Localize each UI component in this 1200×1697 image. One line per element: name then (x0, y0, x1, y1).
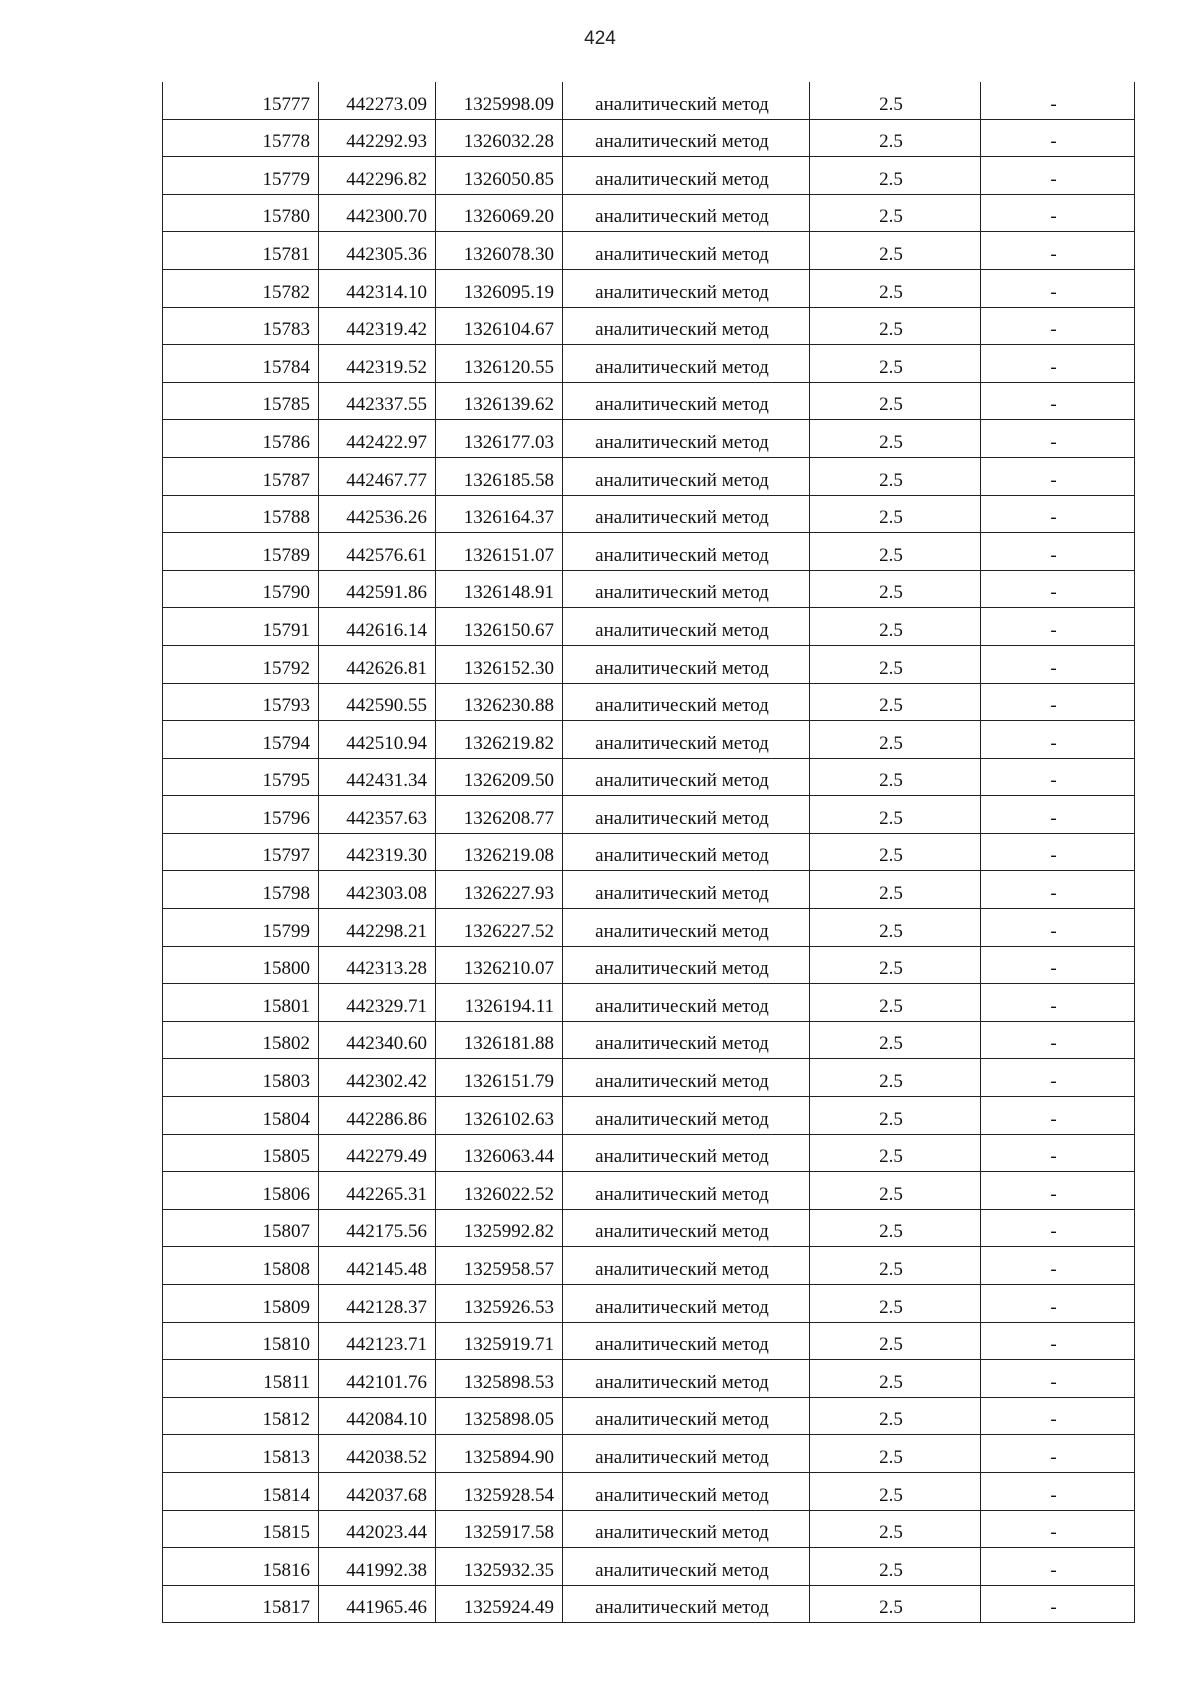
y-coordinate-cell: 1326069.20 (436, 194, 563, 232)
method-cell: аналитический метод (563, 119, 810, 157)
point-number-cell: 15791 (163, 608, 319, 646)
y-coordinate-cell: 1326151.79 (436, 1059, 563, 1097)
method-cell: аналитический метод (563, 1435, 810, 1473)
accuracy-cell: 2.5 (810, 1209, 981, 1247)
x-coordinate-cell: 442590.55 (319, 683, 436, 721)
point-number-cell: 15787 (163, 457, 319, 495)
description-cell: - (981, 871, 1135, 909)
description-cell: - (981, 1548, 1135, 1586)
description-cell: - (981, 82, 1135, 119)
y-coordinate-cell: 1326152.30 (436, 645, 563, 683)
y-coordinate-cell: 1326219.08 (436, 833, 563, 871)
table-row (163, 533, 1135, 571)
point-number-cell: 15808 (163, 1247, 319, 1285)
point-number-cell: 15803 (163, 1059, 319, 1097)
point-number-cell: 15782 (163, 269, 319, 307)
table-row (163, 1397, 1135, 1435)
y-coordinate-cell: 1326219.82 (436, 721, 563, 759)
accuracy-cell: 2.5 (810, 645, 981, 683)
description-cell: - (981, 382, 1135, 420)
point-number-cell: 15780 (163, 194, 319, 232)
y-coordinate-cell: 1326078.30 (436, 232, 563, 270)
table-row (163, 1059, 1135, 1097)
description-cell: - (981, 608, 1135, 646)
point-number-cell: 15813 (163, 1435, 319, 1473)
table-row (163, 683, 1135, 721)
method-cell: аналитический метод (563, 1172, 810, 1210)
description-cell: - (981, 984, 1135, 1022)
table-row (163, 1172, 1135, 1210)
accuracy-cell: 2.5 (810, 307, 981, 345)
method-cell: аналитический метод (563, 984, 810, 1022)
y-coordinate-cell: 1326104.67 (436, 307, 563, 345)
table-row (163, 1322, 1135, 1360)
accuracy-cell: 2.5 (810, 1472, 981, 1510)
method-cell: аналитический метод (563, 758, 810, 796)
method-cell: аналитический метод (563, 495, 810, 533)
table-row (163, 194, 1135, 232)
point-number-cell: 15799 (163, 909, 319, 947)
table-row (163, 1548, 1135, 1586)
accuracy-cell: 2.5 (810, 119, 981, 157)
method-cell: аналитический метод (563, 1397, 810, 1435)
y-coordinate-cell: 1326150.67 (436, 608, 563, 646)
description-cell: - (981, 1585, 1135, 1623)
x-coordinate-cell: 442286.86 (319, 1097, 436, 1135)
method-cell: аналитический метод (563, 1585, 810, 1623)
point-number-cell: 15817 (163, 1585, 319, 1623)
table-row (163, 1360, 1135, 1398)
x-coordinate-cell: 442175.56 (319, 1209, 436, 1247)
y-coordinate-cell: 1326181.88 (436, 1021, 563, 1059)
description-cell: - (981, 909, 1135, 947)
method-cell: аналитический метод (563, 721, 810, 759)
point-number-cell: 15812 (163, 1397, 319, 1435)
y-coordinate-cell: 1325932.35 (436, 1548, 563, 1586)
method-cell: аналитический метод (563, 307, 810, 345)
accuracy-cell: 2.5 (810, 984, 981, 1022)
point-number-cell: 15809 (163, 1285, 319, 1323)
point-number-cell: 15796 (163, 796, 319, 834)
point-number-cell: 15786 (163, 420, 319, 458)
description-cell: - (981, 645, 1135, 683)
x-coordinate-cell: 442305.36 (319, 232, 436, 270)
method-cell: аналитический метод (563, 645, 810, 683)
accuracy-cell: 2.5 (810, 871, 981, 909)
accuracy-cell: 2.5 (810, 1097, 981, 1135)
accuracy-cell: 2.5 (810, 1021, 981, 1059)
x-coordinate-cell: 442298.21 (319, 909, 436, 947)
point-number-cell: 15792 (163, 645, 319, 683)
method-cell: аналитический метод (563, 871, 810, 909)
point-number-cell: 15788 (163, 495, 319, 533)
y-coordinate-cell: 1326095.19 (436, 269, 563, 307)
x-coordinate-cell: 442626.81 (319, 645, 436, 683)
y-coordinate-cell: 1325998.09 (436, 82, 563, 119)
x-coordinate-cell: 442319.30 (319, 833, 436, 871)
x-coordinate-cell: 442303.08 (319, 871, 436, 909)
x-coordinate-cell: 442329.71 (319, 984, 436, 1022)
point-number-cell: 15779 (163, 157, 319, 195)
description-cell: - (981, 495, 1135, 533)
description-cell: - (981, 1021, 1135, 1059)
description-cell: - (981, 1360, 1135, 1398)
y-coordinate-cell: 1326063.44 (436, 1134, 563, 1172)
accuracy-cell: 2.5 (810, 1285, 981, 1323)
point-number-cell: 15800 (163, 946, 319, 984)
table-row (163, 796, 1135, 834)
point-number-cell: 15807 (163, 1209, 319, 1247)
accuracy-cell: 2.5 (810, 1172, 981, 1210)
accuracy-cell: 2.5 (810, 1322, 981, 1360)
point-number-cell: 15794 (163, 721, 319, 759)
method-cell: аналитический метод (563, 82, 810, 119)
accuracy-cell: 2.5 (810, 157, 981, 195)
table-row (163, 457, 1135, 495)
accuracy-cell: 2.5 (810, 495, 981, 533)
table-row (163, 946, 1135, 984)
y-coordinate-cell: 1326032.28 (436, 119, 563, 157)
point-number-cell: 15801 (163, 984, 319, 1022)
y-coordinate-cell: 1326185.58 (436, 457, 563, 495)
method-cell: аналитический метод (563, 420, 810, 458)
table-row (163, 1585, 1135, 1623)
x-coordinate-cell: 442576.61 (319, 533, 436, 571)
description-cell: - (981, 119, 1135, 157)
table-row (163, 608, 1135, 646)
description-cell: - (981, 533, 1135, 571)
point-number-cell: 15811 (163, 1360, 319, 1398)
accuracy-cell: 2.5 (810, 382, 981, 420)
table-row (163, 495, 1135, 533)
method-cell: аналитический метод (563, 1510, 810, 1548)
table-row (163, 1209, 1135, 1247)
table-row (163, 82, 1135, 119)
accuracy-cell: 2.5 (810, 1397, 981, 1435)
y-coordinate-cell: 1326230.88 (436, 683, 563, 721)
table-row (163, 758, 1135, 796)
accuracy-cell: 2.5 (810, 1360, 981, 1398)
y-coordinate-cell: 1326120.55 (436, 345, 563, 383)
y-coordinate-cell: 1326227.93 (436, 871, 563, 909)
table-row (163, 721, 1135, 759)
y-coordinate-cell: 1326164.37 (436, 495, 563, 533)
x-coordinate-cell: 441965.46 (319, 1585, 436, 1623)
method-cell: аналитический метод (563, 1472, 810, 1510)
y-coordinate-cell: 1325958.57 (436, 1247, 563, 1285)
method-cell: аналитический метод (563, 1247, 810, 1285)
x-coordinate-cell: 442038.52 (319, 1435, 436, 1473)
method-cell: аналитический метод (563, 382, 810, 420)
y-coordinate-cell: 1325924.49 (436, 1585, 563, 1623)
accuracy-cell: 2.5 (810, 796, 981, 834)
page-number: 424 (584, 28, 616, 49)
point-number-cell: 15781 (163, 232, 319, 270)
coordinates-table-body (163, 82, 1135, 1623)
accuracy-cell: 2.5 (810, 909, 981, 947)
x-coordinate-cell: 442273.09 (319, 82, 436, 119)
method-cell: аналитический метод (563, 194, 810, 232)
y-coordinate-cell: 1326194.11 (436, 984, 563, 1022)
y-coordinate-cell: 1326177.03 (436, 420, 563, 458)
description-cell: - (981, 232, 1135, 270)
accuracy-cell: 2.5 (810, 608, 981, 646)
accuracy-cell: 2.5 (810, 1247, 981, 1285)
point-number-cell: 15789 (163, 533, 319, 571)
accuracy-cell: 2.5 (810, 82, 981, 119)
y-coordinate-cell: 1326151.07 (436, 533, 563, 571)
point-number-cell: 15795 (163, 758, 319, 796)
description-cell: - (981, 1059, 1135, 1097)
method-cell: аналитический метод (563, 157, 810, 195)
point-number-cell: 15777 (163, 82, 319, 119)
table-row (163, 570, 1135, 608)
method-cell: аналитический метод (563, 1021, 810, 1059)
point-number-cell: 15793 (163, 683, 319, 721)
method-cell: аналитический метод (563, 457, 810, 495)
method-cell: аналитический метод (563, 1360, 810, 1398)
description-cell: - (981, 833, 1135, 871)
table-row (163, 871, 1135, 909)
y-coordinate-cell: 1326227.52 (436, 909, 563, 947)
x-coordinate-cell: 442292.93 (319, 119, 436, 157)
accuracy-cell: 2.5 (810, 758, 981, 796)
x-coordinate-cell: 442319.52 (319, 345, 436, 383)
x-coordinate-cell: 442023.44 (319, 1510, 436, 1548)
description-cell: - (981, 1247, 1135, 1285)
y-coordinate-cell: 1325919.71 (436, 1322, 563, 1360)
x-coordinate-cell: 442037.68 (319, 1472, 436, 1510)
accuracy-cell: 2.5 (810, 232, 981, 270)
method-cell: аналитический метод (563, 946, 810, 984)
x-coordinate-cell: 442510.94 (319, 721, 436, 759)
x-coordinate-cell: 442467.77 (319, 457, 436, 495)
x-coordinate-cell: 442337.55 (319, 382, 436, 420)
y-coordinate-cell: 1326022.52 (436, 1172, 563, 1210)
point-number-cell: 15783 (163, 307, 319, 345)
method-cell: аналитический метод (563, 608, 810, 646)
table-row (163, 1435, 1135, 1473)
x-coordinate-cell: 442431.34 (319, 758, 436, 796)
description-cell: - (981, 420, 1135, 458)
point-number-cell: 15785 (163, 382, 319, 420)
method-cell: аналитический метод (563, 1548, 810, 1586)
method-cell: аналитический метод (563, 269, 810, 307)
table-row (163, 833, 1135, 871)
description-cell: - (981, 1397, 1135, 1435)
x-coordinate-cell: 442302.42 (319, 1059, 436, 1097)
description-cell: - (981, 307, 1135, 345)
accuracy-cell: 2.5 (810, 1585, 981, 1623)
point-number-cell: 15802 (163, 1021, 319, 1059)
description-cell: - (981, 946, 1135, 984)
point-number-cell: 15810 (163, 1322, 319, 1360)
description-cell: - (981, 1097, 1135, 1135)
table-row (163, 1510, 1135, 1548)
y-coordinate-cell: 1325894.90 (436, 1435, 563, 1473)
table-row (163, 119, 1135, 157)
description-cell: - (981, 1172, 1135, 1210)
description-cell: - (981, 157, 1135, 195)
accuracy-cell: 2.5 (810, 1134, 981, 1172)
y-coordinate-cell: 1325928.54 (436, 1472, 563, 1510)
description-cell: - (981, 570, 1135, 608)
y-coordinate-cell: 1325926.53 (436, 1285, 563, 1323)
table-row (163, 1247, 1135, 1285)
x-coordinate-cell: 442357.63 (319, 796, 436, 834)
point-number-cell: 15790 (163, 570, 319, 608)
x-coordinate-cell: 442296.82 (319, 157, 436, 195)
table-row (163, 157, 1135, 195)
table-row (163, 1097, 1135, 1135)
x-coordinate-cell: 442128.37 (319, 1285, 436, 1323)
accuracy-cell: 2.5 (810, 457, 981, 495)
table-row (163, 1134, 1135, 1172)
x-coordinate-cell: 442313.28 (319, 946, 436, 984)
accuracy-cell: 2.5 (810, 1510, 981, 1548)
accuracy-cell: 2.5 (810, 1548, 981, 1586)
y-coordinate-cell: 1325917.58 (436, 1510, 563, 1548)
x-coordinate-cell: 442536.26 (319, 495, 436, 533)
description-cell: - (981, 194, 1135, 232)
point-number-cell: 15778 (163, 119, 319, 157)
x-coordinate-cell: 442340.60 (319, 1021, 436, 1059)
point-number-cell: 15814 (163, 1472, 319, 1510)
x-coordinate-cell: 441992.38 (319, 1548, 436, 1586)
table-row (163, 307, 1135, 345)
description-cell: - (981, 758, 1135, 796)
accuracy-cell: 2.5 (810, 721, 981, 759)
table-row (163, 1472, 1135, 1510)
x-coordinate-cell: 442145.48 (319, 1247, 436, 1285)
description-cell: - (981, 683, 1135, 721)
point-number-cell: 15805 (163, 1134, 319, 1172)
point-number-cell: 15804 (163, 1097, 319, 1135)
accuracy-cell: 2.5 (810, 533, 981, 571)
method-cell: аналитический метод (563, 1059, 810, 1097)
method-cell: аналитический метод (563, 796, 810, 834)
y-coordinate-cell: 1326210.07 (436, 946, 563, 984)
accuracy-cell: 2.5 (810, 833, 981, 871)
table-row (163, 420, 1135, 458)
method-cell: аналитический метод (563, 909, 810, 947)
table-row (163, 232, 1135, 270)
point-number-cell: 15815 (163, 1510, 319, 1548)
description-cell: - (981, 269, 1135, 307)
method-cell: аналитический метод (563, 683, 810, 721)
description-cell: - (981, 1322, 1135, 1360)
accuracy-cell: 2.5 (810, 194, 981, 232)
point-number-cell: 15797 (163, 833, 319, 871)
x-coordinate-cell: 442101.76 (319, 1360, 436, 1398)
accuracy-cell: 2.5 (810, 345, 981, 383)
description-cell: - (981, 345, 1135, 383)
table-row (163, 382, 1135, 420)
method-cell: аналитический метод (563, 1134, 810, 1172)
y-coordinate-cell: 1326050.85 (436, 157, 563, 195)
x-coordinate-cell: 442319.42 (319, 307, 436, 345)
table-row (163, 1285, 1135, 1323)
accuracy-cell: 2.5 (810, 269, 981, 307)
description-cell: - (981, 1472, 1135, 1510)
table-row (163, 984, 1135, 1022)
table-row (163, 1021, 1135, 1059)
method-cell: аналитический метод (563, 833, 810, 871)
description-cell: - (981, 1510, 1135, 1548)
x-coordinate-cell: 442279.49 (319, 1134, 436, 1172)
method-cell: аналитический метод (563, 345, 810, 383)
x-coordinate-cell: 442265.31 (319, 1172, 436, 1210)
x-coordinate-cell: 442123.71 (319, 1322, 436, 1360)
description-cell: - (981, 796, 1135, 834)
x-coordinate-cell: 442616.14 (319, 608, 436, 646)
method-cell: аналитический метод (563, 1097, 810, 1135)
point-number-cell: 15816 (163, 1548, 319, 1586)
y-coordinate-cell: 1326102.63 (436, 1097, 563, 1135)
table-row (163, 269, 1135, 307)
method-cell: аналитический метод (563, 1209, 810, 1247)
description-cell: - (981, 1435, 1135, 1473)
point-number-cell: 15798 (163, 871, 319, 909)
table-row (163, 345, 1135, 383)
point-number-cell: 15784 (163, 345, 319, 383)
description-cell: - (981, 457, 1135, 495)
method-cell: аналитический метод (563, 1322, 810, 1360)
table-row (163, 645, 1135, 683)
y-coordinate-cell: 1326148.91 (436, 570, 563, 608)
y-coordinate-cell: 1325898.05 (436, 1397, 563, 1435)
point-number-cell: 15806 (163, 1172, 319, 1210)
method-cell: аналитический метод (563, 570, 810, 608)
accuracy-cell: 2.5 (810, 683, 981, 721)
y-coordinate-cell: 1325898.53 (436, 1360, 563, 1398)
description-cell: - (981, 1134, 1135, 1172)
x-coordinate-cell: 442084.10 (319, 1397, 436, 1435)
x-coordinate-cell: 442314.10 (319, 269, 436, 307)
description-cell: - (981, 1285, 1135, 1323)
description-cell: - (981, 721, 1135, 759)
y-coordinate-cell: 1326209.50 (436, 758, 563, 796)
method-cell: аналитический метод (563, 1285, 810, 1323)
x-coordinate-cell: 442300.70 (319, 194, 436, 232)
description-cell: - (981, 1209, 1135, 1247)
table-row (163, 909, 1135, 947)
x-coordinate-cell: 442591.86 (319, 570, 436, 608)
accuracy-cell: 2.5 (810, 1435, 981, 1473)
y-coordinate-cell: 1326139.62 (436, 382, 563, 420)
y-coordinate-cell: 1325992.82 (436, 1209, 563, 1247)
accuracy-cell: 2.5 (810, 1059, 981, 1097)
method-cell: аналитический метод (563, 232, 810, 270)
accuracy-cell: 2.5 (810, 570, 981, 608)
method-cell: аналитический метод (563, 533, 810, 571)
x-coordinate-cell: 442422.97 (319, 420, 436, 458)
coordinates-table (162, 82, 1135, 1623)
y-coordinate-cell: 1326208.77 (436, 796, 563, 834)
accuracy-cell: 2.5 (810, 420, 981, 458)
accuracy-cell: 2.5 (810, 946, 981, 984)
